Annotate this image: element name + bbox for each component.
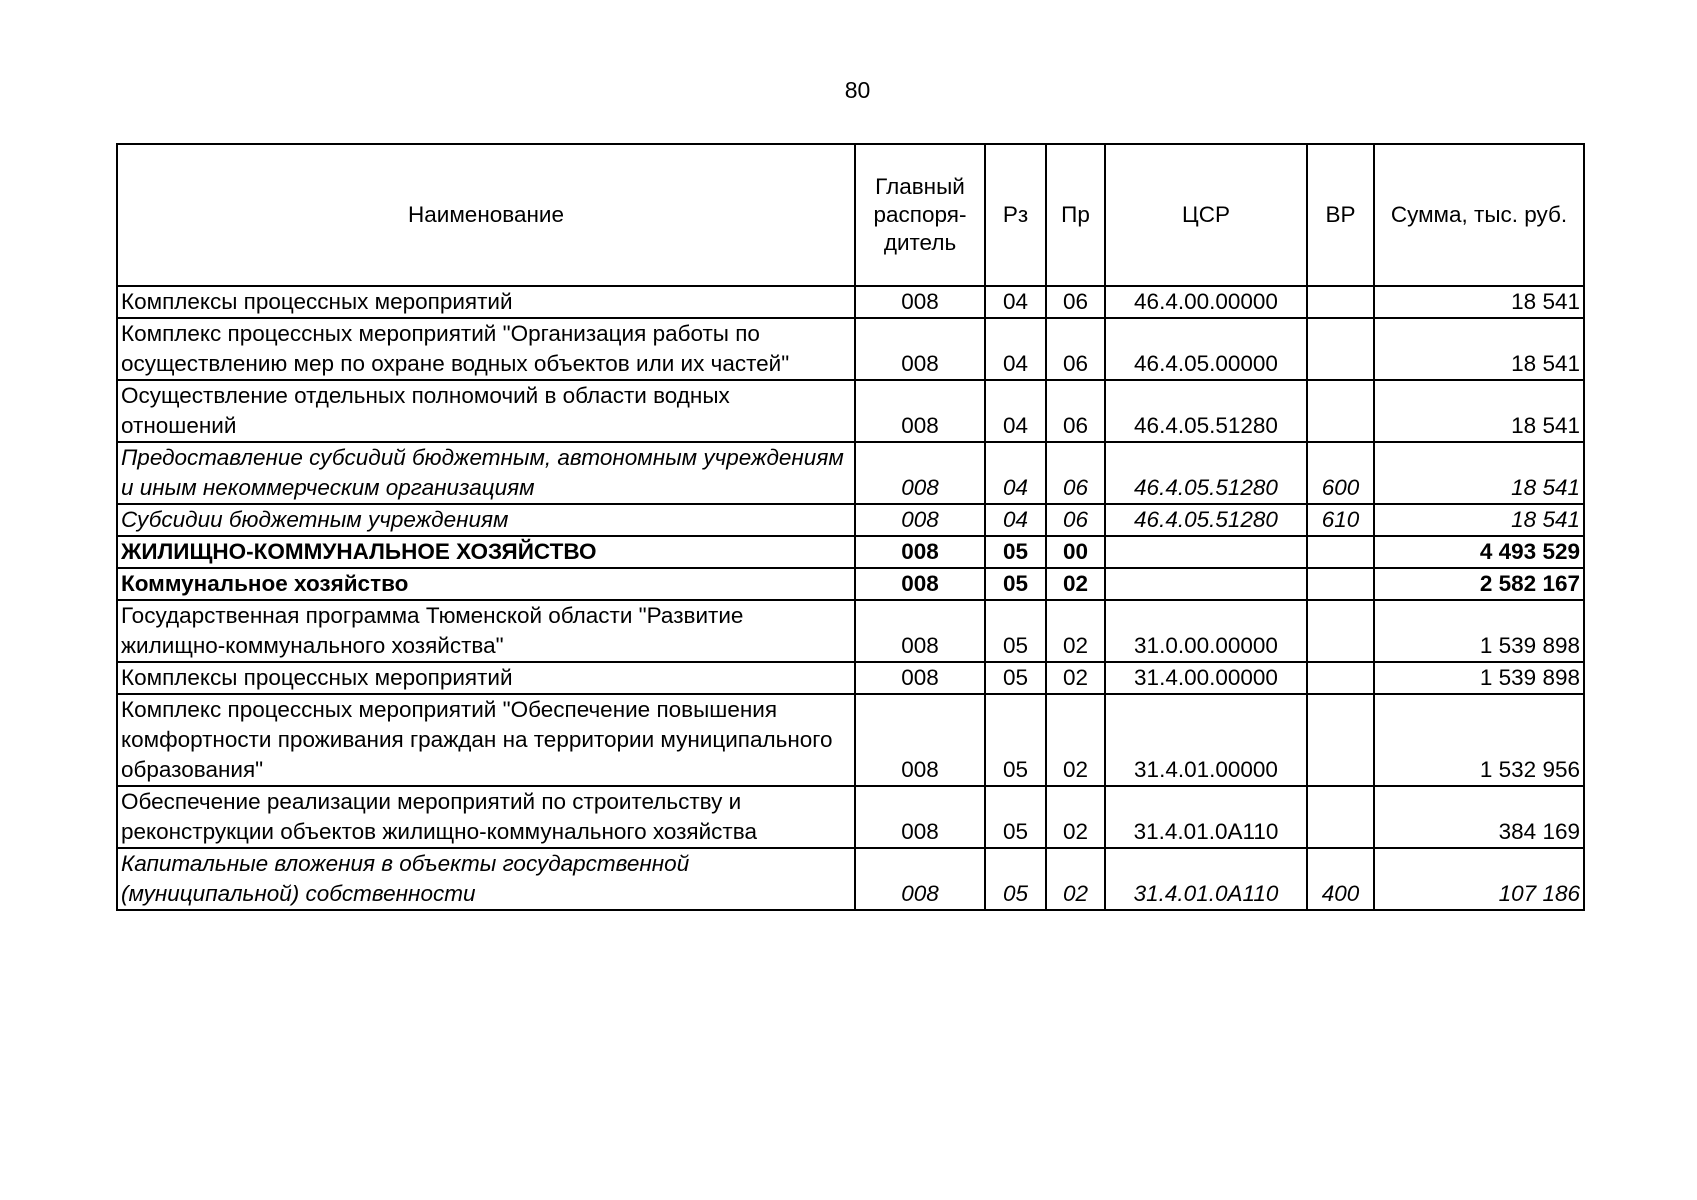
cell-rz: 05 xyxy=(985,848,1046,910)
cell-admin: 008 xyxy=(855,662,985,694)
cell-pr: 06 xyxy=(1046,318,1105,380)
table-row xyxy=(117,318,1584,380)
cell-pr: 02 xyxy=(1046,568,1105,600)
cell-csr: 31.0.00.00000 xyxy=(1105,600,1307,662)
cell-pr: 02 xyxy=(1046,600,1105,662)
cell-vr xyxy=(1307,600,1374,662)
header-vr: ВР xyxy=(1307,144,1374,286)
cell-csr: 31.4.01.0А110 xyxy=(1105,786,1307,848)
cell-sum: 384 169 xyxy=(1374,786,1584,848)
table-row xyxy=(117,694,1584,786)
header-admin: Главный распоря-дитель xyxy=(855,144,985,286)
header-sum: Сумма, тыс. руб. xyxy=(1374,144,1584,286)
cell-pr: 06 xyxy=(1046,286,1105,318)
table-row xyxy=(117,442,1584,504)
table-row xyxy=(117,286,1584,318)
cell-vr xyxy=(1307,536,1374,568)
table-header-row xyxy=(117,144,1584,286)
cell-sum: 18 541 xyxy=(1374,318,1584,380)
header-csr: ЦСР xyxy=(1105,144,1307,286)
cell-sum: 4 493 529 xyxy=(1374,536,1584,568)
cell-vr: 610 xyxy=(1307,504,1374,536)
cell-vr: 600 xyxy=(1307,442,1374,504)
cell-pr: 06 xyxy=(1046,442,1105,504)
cell-csr: 46.4.05.51280 xyxy=(1105,504,1307,536)
cell-rz: 04 xyxy=(985,318,1046,380)
cell-admin: 008 xyxy=(855,380,985,442)
cell-name: Комплекс процессных мероприятий "Организация работы по осуществлению мер по охране водных объектов или их частей" xyxy=(117,318,855,380)
cell-pr: 02 xyxy=(1046,786,1105,848)
cell-csr xyxy=(1105,568,1307,600)
cell-sum: 18 541 xyxy=(1374,380,1584,442)
cell-name: ЖИЛИЩНО-КОММУНАЛЬНОЕ ХОЗЯЙСТВО xyxy=(117,536,855,568)
cell-name: Государственная программа Тюменской области "Развитие жилищно-коммунального хозяйства" xyxy=(117,600,855,662)
cell-name: Комплексы процессных мероприятий xyxy=(117,286,855,318)
page-number: 80 xyxy=(844,77,871,103)
cell-rz: 04 xyxy=(985,380,1046,442)
cell-admin: 008 xyxy=(855,442,985,504)
cell-rz: 05 xyxy=(985,662,1046,694)
cell-vr xyxy=(1307,662,1374,694)
cell-rz: 04 xyxy=(985,442,1046,504)
header-pr: Пр xyxy=(1046,144,1105,286)
cell-pr: 02 xyxy=(1046,848,1105,910)
cell-csr: 31.4.00.00000 xyxy=(1105,662,1307,694)
cell-rz: 04 xyxy=(985,286,1046,318)
cell-vr xyxy=(1307,318,1374,380)
cell-admin: 008 xyxy=(855,286,985,318)
cell-name: Комплекс процессных мероприятий "Обеспечение повышения комфортности проживания граждан на территории муниципального образования" xyxy=(117,694,855,786)
cell-admin: 008 xyxy=(855,504,985,536)
cell-sum: 107 186 xyxy=(1374,848,1584,910)
cell-sum: 1 532 956 xyxy=(1374,694,1584,786)
cell-pr: 02 xyxy=(1046,662,1105,694)
cell-name: Предоставление субсидий бюджетным, автономным учреждениям и иным некоммерческим организациям xyxy=(117,442,855,504)
cell-pr: 00 xyxy=(1046,536,1105,568)
cell-vr xyxy=(1307,694,1374,786)
cell-admin: 008 xyxy=(855,568,985,600)
cell-pr: 06 xyxy=(1046,504,1105,536)
cell-vr xyxy=(1307,380,1374,442)
cell-vr: 400 xyxy=(1307,848,1374,910)
cell-vr xyxy=(1307,568,1374,600)
cell-rz: 04 xyxy=(985,504,1046,536)
cell-sum: 2 582 167 xyxy=(1374,568,1584,600)
cell-admin: 008 xyxy=(855,600,985,662)
cell-sum: 18 541 xyxy=(1374,504,1584,536)
cell-pr: 02 xyxy=(1046,694,1105,786)
cell-sum: 18 541 xyxy=(1374,442,1584,504)
cell-pr: 06 xyxy=(1046,380,1105,442)
cell-csr: 46.4.05.00000 xyxy=(1105,318,1307,380)
budget-table xyxy=(116,143,1585,911)
cell-name: Комплексы процессных мероприятий xyxy=(117,662,855,694)
cell-vr xyxy=(1307,286,1374,318)
cell-rz: 05 xyxy=(985,694,1046,786)
cell-rz: 05 xyxy=(985,786,1046,848)
cell-sum: 1 539 898 xyxy=(1374,662,1584,694)
cell-name: Коммунальное хозяйство xyxy=(117,568,855,600)
table-row xyxy=(117,536,1584,568)
cell-csr: 31.4.01.00000 xyxy=(1105,694,1307,786)
cell-sum: 1 539 898 xyxy=(1374,600,1584,662)
cell-name: Осуществление отдельных полномочий в области водных отношений xyxy=(117,380,855,442)
table-row xyxy=(117,848,1584,910)
table-row xyxy=(117,786,1584,848)
table-row xyxy=(117,600,1584,662)
cell-csr: 31.4.01.0А110 xyxy=(1105,848,1307,910)
header-rz: Рз xyxy=(985,144,1046,286)
cell-name: Капитальные вложения в объекты государственной (муниципальной) собственности xyxy=(117,848,855,910)
table-row xyxy=(117,662,1584,694)
cell-csr: 46.4.00.00000 xyxy=(1105,286,1307,318)
cell-name: Обеспечение реализации мероприятий по строительству и реконструкции объектов жилищно-коммунального хозяйства xyxy=(117,786,855,848)
cell-csr xyxy=(1105,536,1307,568)
header-name: Наименование xyxy=(117,144,855,286)
cell-rz: 05 xyxy=(985,568,1046,600)
cell-name: Субсидии бюджетным учреждениям xyxy=(117,504,855,536)
cell-rz: 05 xyxy=(985,600,1046,662)
cell-admin: 008 xyxy=(855,848,985,910)
cell-csr: 46.4.05.51280 xyxy=(1105,442,1307,504)
table-row xyxy=(117,568,1584,600)
table-row xyxy=(117,504,1584,536)
cell-admin: 008 xyxy=(855,536,985,568)
cell-admin: 008 xyxy=(855,318,985,380)
cell-vr xyxy=(1307,786,1374,848)
cell-admin: 008 xyxy=(855,694,985,786)
cell-csr: 46.4.05.51280 xyxy=(1105,380,1307,442)
cell-admin: 008 xyxy=(855,786,985,848)
table-row xyxy=(117,380,1584,442)
cell-sum: 18 541 xyxy=(1374,286,1584,318)
cell-rz: 05 xyxy=(985,536,1046,568)
